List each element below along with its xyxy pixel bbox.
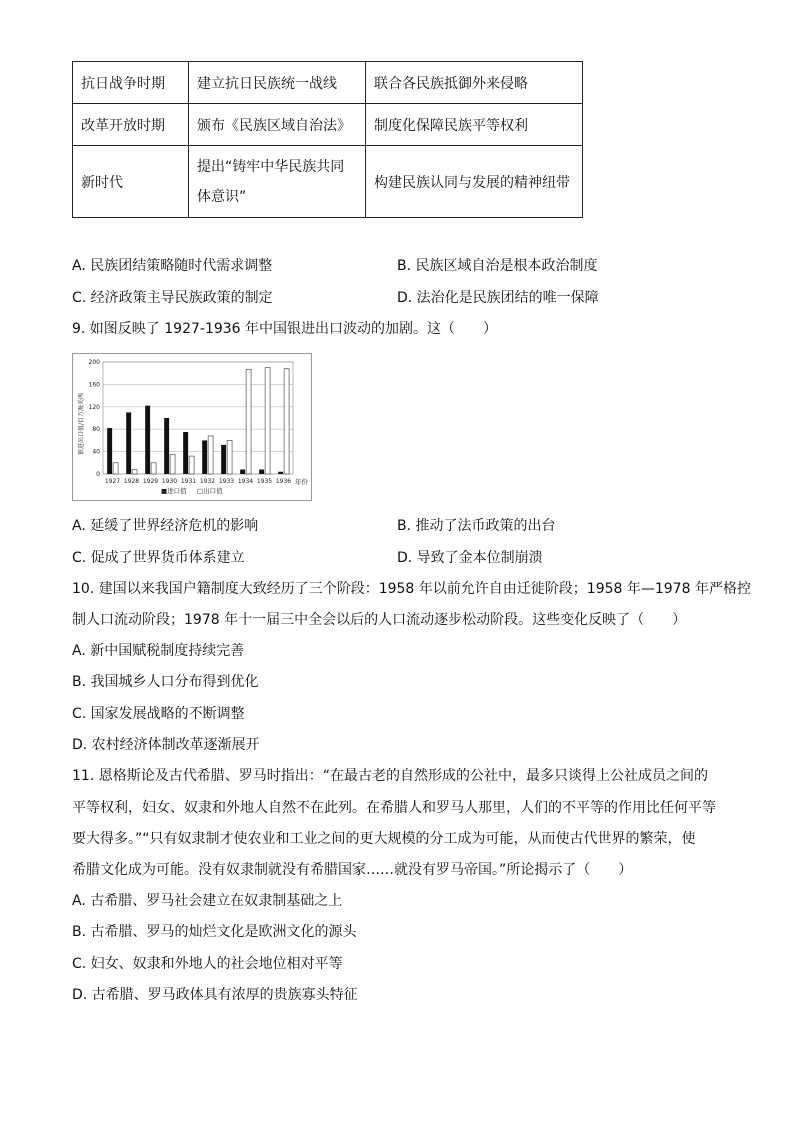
table-cell: 改革开放时期: [73, 104, 189, 146]
q11-stem-line: 希腊文化成为可能。没有奴隶制就没有希腊国家……就没有罗马帝国。”所论揭示了（ ）: [72, 862, 633, 878]
table-row: [73, 104, 583, 146]
table-cell: 构建民族认同与发展的精神纽带: [366, 146, 583, 218]
bar-export: [170, 454, 175, 474]
q10-option-a[interactable]: A. 新中国赋税制度持续完善: [72, 643, 245, 659]
y-tick-label: 80: [92, 426, 100, 434]
x-tick-label: 1933: [218, 478, 235, 485]
q10-stem-line: 制人口流动阶段；1978 年十一届三中全会以后的人口流动逐步松动阶段。这些变化反映了（ ）: [72, 612, 687, 628]
bar-import: [221, 445, 226, 474]
y-tick-label: 200: [88, 359, 100, 366]
table-cell: 新时代: [73, 146, 189, 218]
legend-export: □出口值: [197, 487, 223, 495]
bar-import: [240, 470, 245, 474]
table-row: [73, 62, 583, 104]
y-tick-label: 40: [92, 448, 100, 456]
table-row: [73, 146, 583, 218]
bar-export: [284, 369, 289, 474]
q10-stem-line: 10. 建国以来我国户籍制度大致经历了三个阶段：1958 年以前允许自由迁徙阶段；1958 年—1978 年严格控: [72, 581, 751, 597]
x-tick-label: 1934: [237, 478, 254, 485]
q8-option-a[interactable]: A. 民族团结策略随时代需求调整: [72, 258, 273, 274]
x-tick-label: 1935: [256, 478, 273, 485]
bar-export: [189, 456, 194, 474]
q10-option-c[interactable]: C. 国家发展战略的不断调整: [72, 706, 245, 722]
table-cell: 联合各民族抵御外来侵略: [366, 62, 583, 104]
bar-export: [265, 368, 270, 474]
bar-import: [145, 406, 150, 474]
q9-option-a[interactable]: A. 延缓了世界经济危机的影响: [72, 518, 259, 534]
y-tick-label: 0: [96, 471, 100, 478]
q8-option-c[interactable]: C. 经济政策主导民族政策的制定: [72, 290, 273, 306]
bar-export: [132, 470, 137, 474]
q11-option-d[interactable]: D. 古希腊、罗马政体具有浓厚的贵族寡头特征: [72, 987, 358, 1003]
x-tick-label: 1930: [161, 478, 178, 485]
y-tick-label: 120: [88, 403, 100, 411]
q9-option-c[interactable]: C. 促成了世界货币体系建立: [72, 550, 245, 566]
q11-stem-line: 11. 恩格斯论及古代希腊、罗马时指出：“在最古老的自然形成的公社中，最多只谈得上公社成员之间的: [72, 768, 708, 784]
bar-export: [151, 463, 156, 474]
table-cell: 制度化保障民族平等权利: [366, 104, 583, 146]
q9-stem: 9. 如图反映了 1927-1936 年中国银进出口波动的加剧。这（ ）: [72, 321, 498, 337]
q11-option-b[interactable]: B. 古希腊、罗马的灿烂文化是欧洲文化的源头: [72, 924, 357, 940]
q8-option-d[interactable]: D. 法治化是民族团结的唯一保障: [397, 290, 599, 306]
y-axis-label: 银进出口值/百万海关两: [78, 392, 85, 456]
x-tick-label: 1929: [142, 478, 159, 485]
bar-export: [246, 369, 251, 474]
bar-export: [208, 436, 213, 474]
table-cell: 抗日战争时期: [73, 62, 189, 104]
bar-import: [259, 470, 264, 474]
table-cell-line: 提出“铸牢中华民族共同: [197, 158, 345, 175]
table-cell-line: 体意识”: [197, 188, 247, 205]
q10-option-d[interactable]: D. 农村经济体制改革逐渐展开: [72, 737, 260, 753]
silver-trade-chart: [72, 353, 312, 501]
bar-import: [164, 418, 169, 474]
q11-option-c[interactable]: C. 妇女、奴隶和外地人的社会地位相对平等: [72, 956, 343, 972]
bar-import: [183, 432, 188, 474]
bar-import: [202, 440, 207, 474]
bar-export: [113, 463, 118, 474]
y-tick-label: 160: [88, 381, 100, 389]
x-tick-label: 1928: [123, 478, 140, 485]
bar-export: [227, 440, 232, 474]
x-tick-label: 1927: [104, 478, 121, 485]
q11-stem-line: 平等权利，妇女、奴隶和外地人自然不在此列。在希腊人和罗马人那里，人们的不平等的作用比任何平等: [72, 800, 716, 816]
q10-option-b[interactable]: B. 我国城乡人口分布得到优化: [72, 674, 259, 690]
table-cell: 颁布《民族区域自治法》: [189, 104, 366, 146]
q9-option-d[interactable]: D. 导致了金本位制崩溃: [397, 550, 543, 566]
chart-svg: [73, 354, 311, 500]
policy-table: [72, 61, 583, 218]
x-axis-label: 年份: [295, 478, 308, 486]
q11-stem-line: 要大得多。”“只有奴隶制才使农业和工业之间的更大规模的分工成为可能，从而使古代世界的繁荣，使: [72, 831, 696, 847]
bar-import: [126, 412, 131, 474]
x-tick-label: 1936: [275, 478, 292, 485]
x-tick-label: 1932: [199, 478, 216, 485]
q11-option-a[interactable]: A. 古希腊、罗马社会建立在奴隶制基础之上: [72, 893, 343, 909]
q9-option-b[interactable]: B. 推动了法币政策的出台: [397, 518, 556, 534]
legend-import: ■进口值: [161, 487, 187, 495]
plot-frame: [103, 362, 293, 474]
q8-option-b[interactable]: B. 民族区域自治是根本政治制度: [397, 258, 598, 274]
bar-import: [107, 428, 112, 474]
bar-import: [278, 472, 283, 474]
table-cell: 建立抗日民族统一战线: [189, 62, 366, 104]
x-tick-label: 1931: [180, 478, 197, 485]
table-cell: [189, 146, 366, 218]
